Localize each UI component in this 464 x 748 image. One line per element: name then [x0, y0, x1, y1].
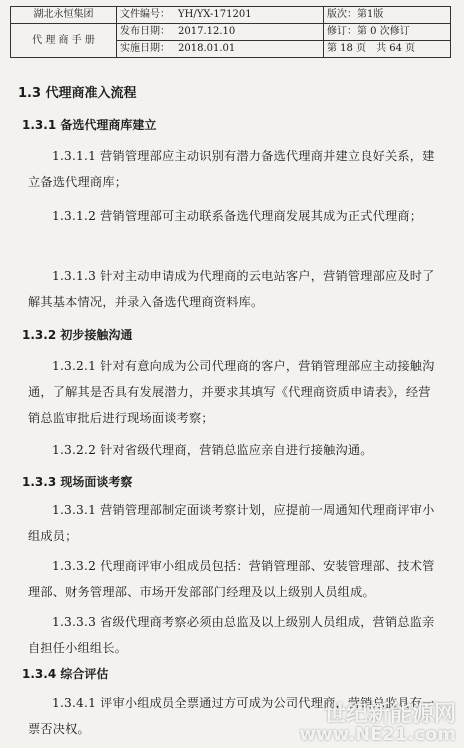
- paragraph-1-3-1-2: 1.3.1.2 营销管理部可主动联系备选代理商发展其成为正式代理商；: [52, 209, 423, 223]
- version: 版次：第1版: [324, 7, 451, 24]
- release-date-cell: [117, 24, 324, 41]
- page-info: 第 18 页 共 64 页: [324, 41, 451, 58]
- effective-date: 2018.01.01: [178, 43, 236, 54]
- section-heading-1-3-3: 1.3.3 现场面谈考察: [22, 475, 133, 489]
- watermark-line1: 世纪新能源网: [323, 702, 456, 727]
- section-heading-1-3: 1.3 代理商准入流程: [18, 86, 137, 101]
- section-heading-1-3-4: 1.3.4 综合评估: [22, 667, 109, 681]
- watermark-line2: www.NE21.com: [299, 724, 456, 745]
- paragraph-1-3-1-3: 1.3.1.3 针对主动申请成为代理商的云电站客户，营销管理部应及时了解其基本情况，并录入备选代理商资料库。: [28, 269, 435, 309]
- release-date: 2017.12.10: [178, 26, 236, 37]
- effective-date-label: 实施日期：: [120, 43, 170, 54]
- paragraph-1-3-1-1: 1.3.1.1 营销管理部应主动识别有潜力备选代理商并建立良好关系，建立备选代理商库；: [28, 149, 435, 189]
- manual-title: 代 理 商 手 册: [11, 24, 117, 58]
- paragraph-1-3-2-1: 1.3.2.1 针对有意向成为公司代理商的客户，营销管理部应主动接触沟通，了解其是否具有发展潜力，并要求其填写《代理商资质申请表》，经营销总监审批后进行现场面谈考察；: [28, 359, 435, 425]
- revision: 修订：第 0 次修订: [324, 24, 451, 41]
- paragraph-1-3-3-1: 1.3.3.1 营销管理部制定面谈考察计划，应提前一周通知代理商评审小组成员；: [28, 503, 435, 543]
- doc-number-label: 文件编号：: [120, 9, 170, 20]
- paragraph-1-3-4-1: 1.3.4.1 评审小组成员全票通过方可成为公司代理商，营销总监具有一票否决权。: [28, 696, 435, 736]
- section-heading-1-3-1: 1.3.1 备选代理商库建立: [22, 118, 157, 132]
- watermark: [299, 704, 456, 744]
- paragraph-1-3-2-2: 1.3.2.2 针对省级代理商，营销总监应亲自进行接触沟通。: [52, 443, 373, 457]
- company-name: 湖北永恒集团: [11, 7, 117, 24]
- paragraph-1-3-3-3: 1.3.3.3 省级代理商考察必须由总监及以上级别人员组成，营销总监亲自担任小组组长。: [28, 615, 435, 655]
- document-header-table: [10, 6, 451, 58]
- release-date-label: 发布日期：: [120, 26, 170, 37]
- doc-number: YH/YX-171201: [178, 9, 252, 20]
- section-heading-1-3-2: 1.3.2 初步接触沟通: [22, 328, 133, 342]
- doc-number-cell: [117, 7, 324, 24]
- effective-date-cell: [117, 41, 324, 58]
- paragraph-1-3-3-2: 1.3.3.2 代理商评审小组成员包括：营销管理部、安装管理部、技术管理部、财务管理部、市场开发部部门经理及以上级别人员组成。: [28, 559, 435, 599]
